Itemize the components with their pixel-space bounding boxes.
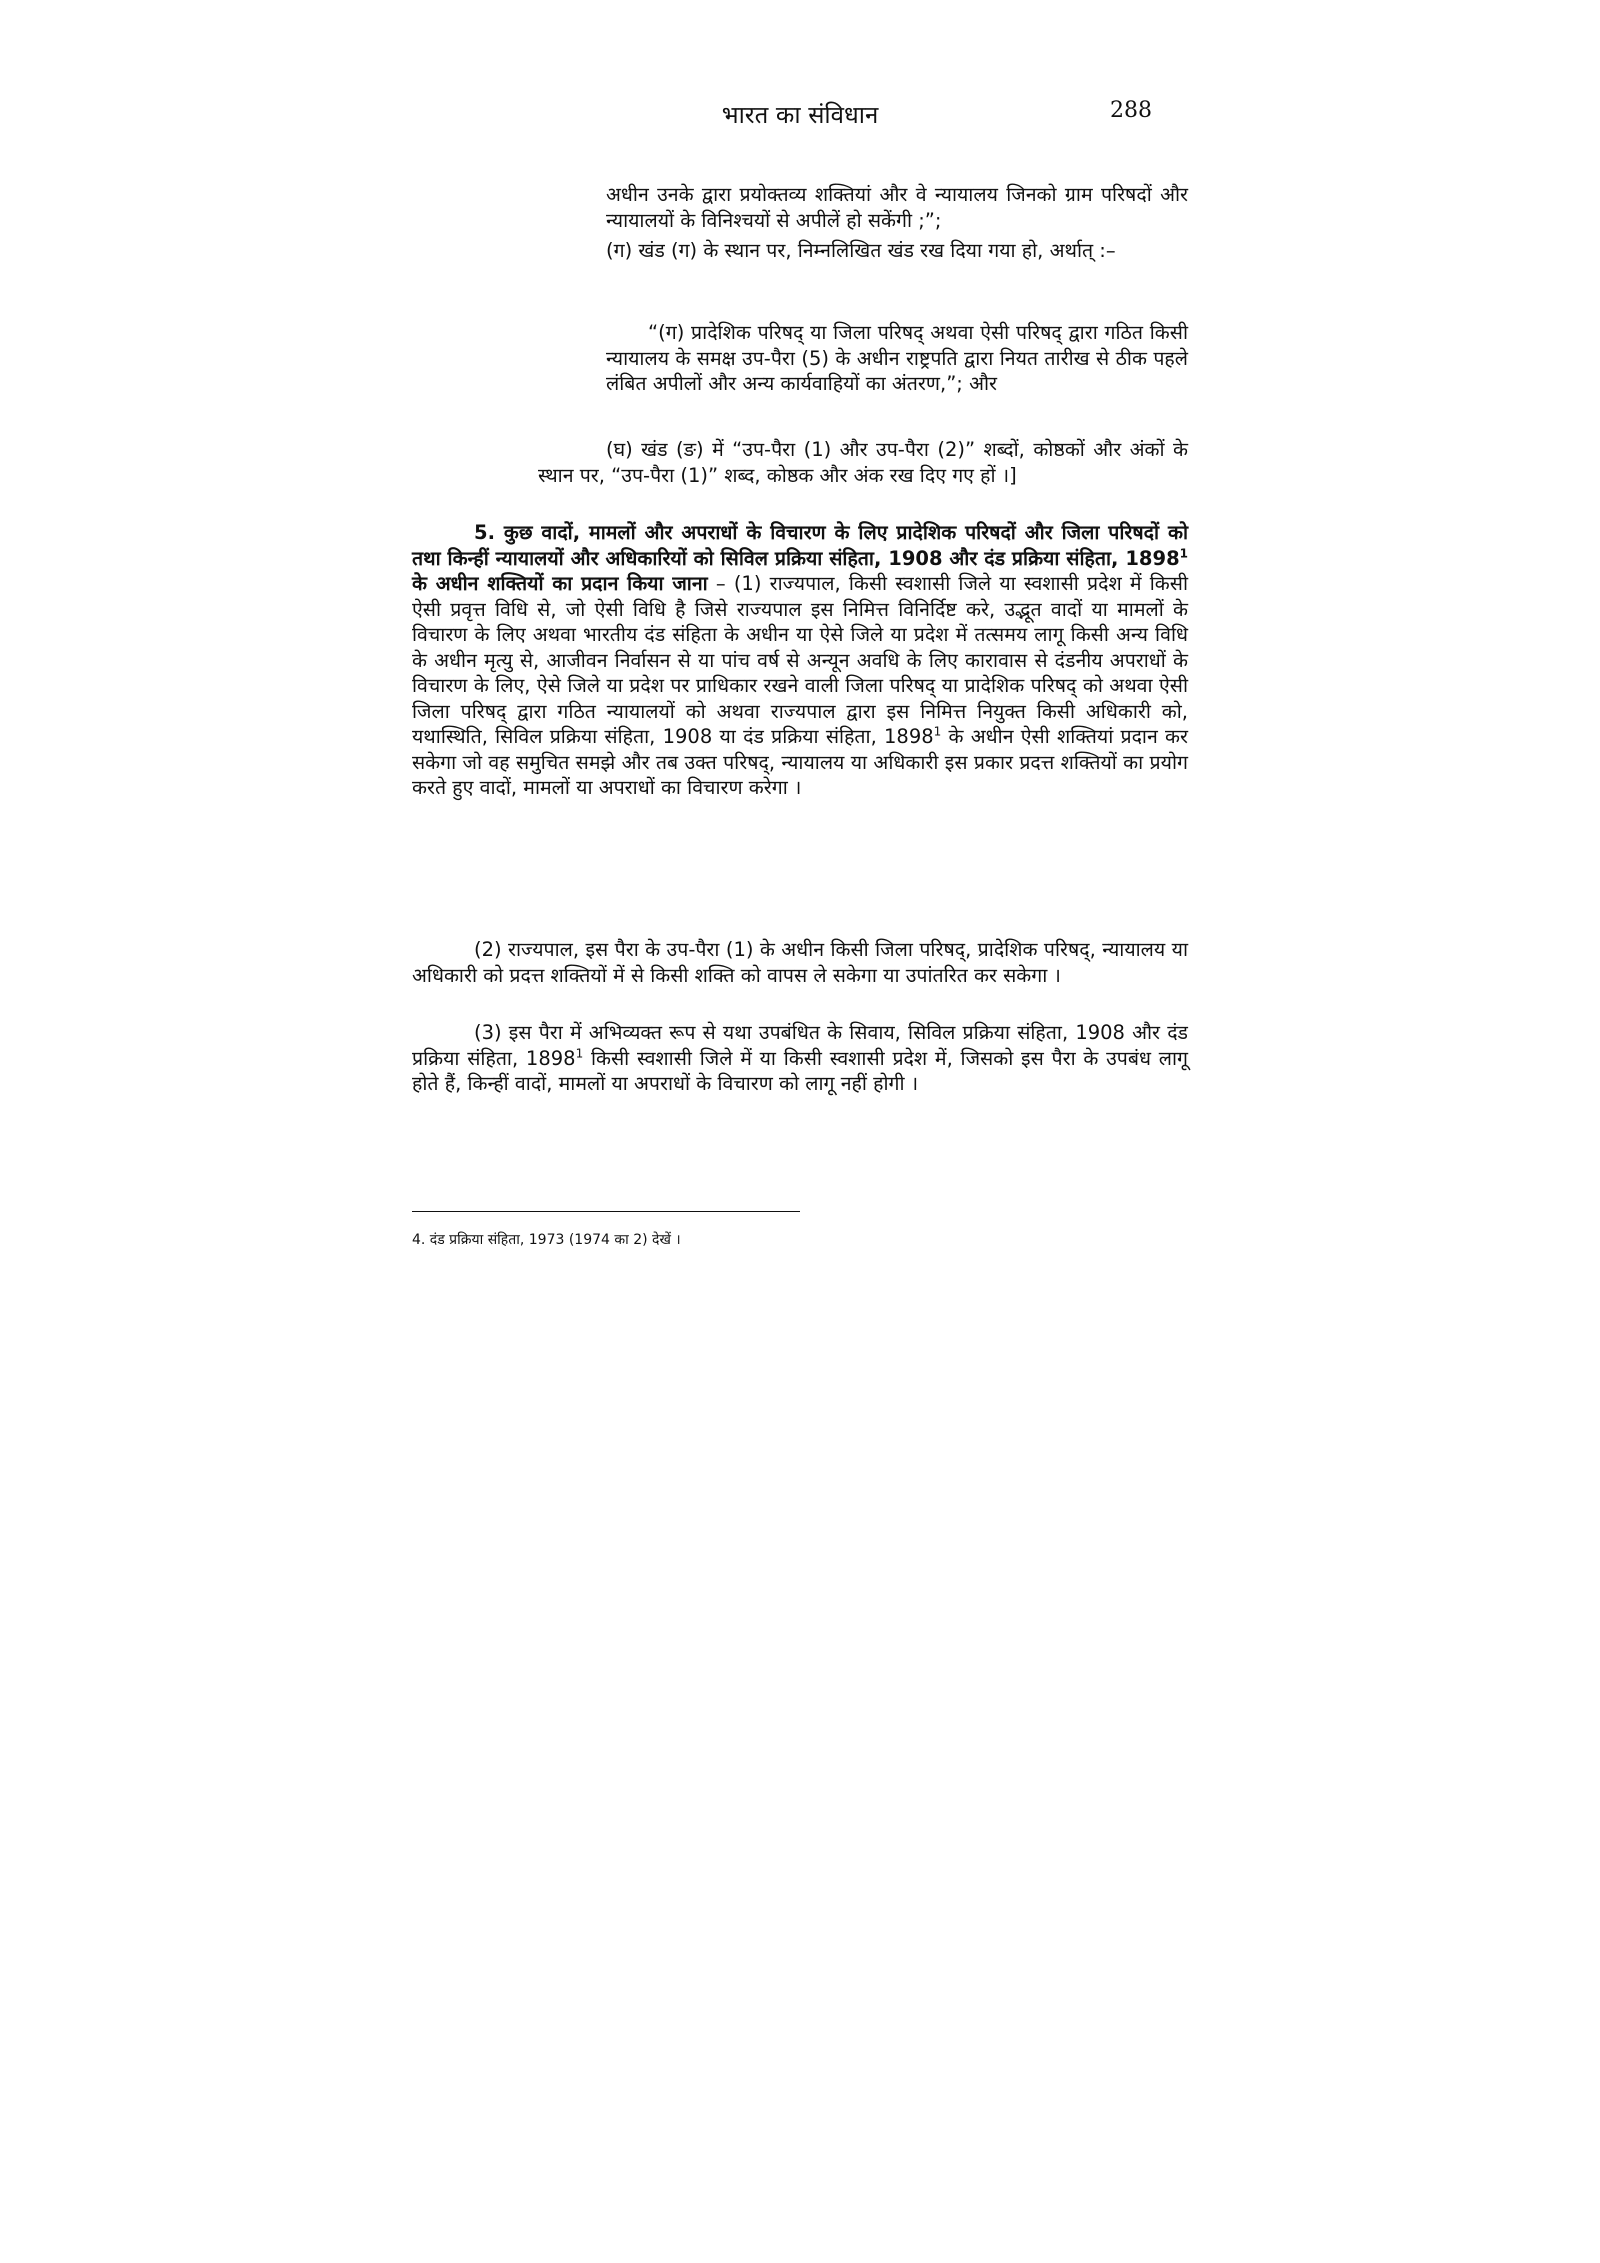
paragraph-quoted-clause	[606, 320, 1188, 397]
paragraph-text: (2) राज्यपाल, इस पैरा के उप-पैरा (1) के अधीन किसी जिला परिषद्, प्रादेशिक परिषद्, न्यायालय या अधिकारी को प्रदत्त शक्तियों में से किसी शक्ति को वापस ले सकेगा या उपांतरित कर सकेगा ।	[412, 938, 1188, 987]
footnote-divider	[412, 1211, 800, 1212]
paragraph-clause-ga	[538, 238, 1188, 264]
paragraph-text: “(ग) प्रादेशिक परिषद् या जिला परिषद् अथवा ऐसी परिषद् द्वारा गठित किसी न्यायालय के समक्ष उप-पैरा (5) के अधीन राष्ट्रपति द्वारा नियत तारीख से ठीक पहले लंबित अपीलों और अन्य कार्यवाहियों का अंतरण,”; और	[606, 321, 1188, 395]
footnote: 4. दंड प्रक्रिया संहिता, 1973 (1974 का 2) देखें ।	[412, 1232, 681, 1248]
paragraph-text-end: किसी स्वशासी जिले में या किसी स्वशासी प्रदेश में, जिसको इस पैरा के उपबंध लागू होते हैं, किन्हीं वादों, मामलों या अपराधों के विचारण को लागू नहीं होगी ।	[412, 1046, 1188, 1095]
paragraph-text: (ग) खंड (ग) के स्थान पर, निम्नलिखित खंड रख दिया गया हो, अर्थात् :–	[606, 239, 1116, 262]
paragraph-subsection-2	[412, 937, 1188, 988]
footnote-ref: 1	[933, 724, 942, 739]
footnote-ref: 1	[575, 1046, 584, 1060]
page-title: भारत का संविधान	[721, 101, 879, 129]
paragraph-continuation	[606, 182, 1188, 233]
paragraph-section-5	[412, 520, 1188, 801]
section-heading-text: 5. कुछ वादों, मामलों और अपराधों के विचारण के लिए प्रादेशिक परिषदों और जिला परिषदों को तथा किन्हीं न्यायालयों और अधिकारियों को सिविल प्रक्रिया संहिता, 1908 और दंड प्रक्रिया संहिता, 1898	[412, 521, 1188, 570]
paragraph-text: (घ) खंड (ङ) में “उप-पैरा (1) और उप-पैरा (2)” शब्दों, कोष्ठकों और अंकों के स्थान पर, “उप-पैरा (1)” शब्द, कोष्ठक और अंक रख दिए गए हों ।]	[538, 438, 1188, 487]
section-body-text-end: के अधीन ऐसी शक्तियां प्रदान कर सकेगा जो वह समुचित समझे और तब उक्त परिषद्, न्यायालय या अधिकारी इस प्रकार प्रदत्त शक्तियों का प्रयोग करते हुए वादों, मामलों या अपराधों का विचारण करेगा ।	[412, 725, 1188, 799]
paragraph-subsection-3	[412, 1020, 1188, 1097]
footnote-ref: 1	[1179, 546, 1188, 560]
paragraph-text: अधीन उनके द्वारा प्रयोक्तव्य शक्तियां और वे न्यायालय जिनको ग्राम परिषदों और न्यायालयों के विनिश्चयों से अपीलें हो सकेंगी ;”;	[606, 183, 1188, 232]
paragraph-text: (3) इस पैरा में अभिव्यक्त रूप से यथा उपबंधित के सिवाय, सिविल प्रक्रिया संहिता, 1908 और दंड प्रक्रिया संहिता, 1898	[412, 1021, 1188, 1070]
section-body-text: – (1) राज्यपाल, किसी स्वशासी जिले या स्वशासी प्रदेश में किसी ऐसी प्रवृत्त विधि से, जो ऐसी विधि है जिसे राज्यपाल इस निमित्त विनिर्दिष्ट करे, उद्भूत वादों या मामलों के विचारण के लिए अथवा भारतीय दंड संहिता के अधीन या ऐसे जिले या प्रदेश में तत्समय लागू किसी अन्य विधि के अधीन मृत्यु से, आजीवन निर्वासन से या पांच वर्ष से अन्यून अवधि के लिए कारावास से दंडनीय अपराधों के विचारण के लिए, ऐसे जिले या प्रदेश पर प्राधिकार रखने वाली जिला परिषद् या प्रादेशिक परिषद् को अथवा ऐसी जिला परिषद् द्वारा गठित न्यायालयों को अथवा राज्यपाल द्वारा इस निमित्त नियुक्त किसी अधिकारी को, यथास्थिति, सिविल प्रक्रिया संहिता, 1908 या दंड प्रक्रिया संहिता, 1898	[412, 572, 1188, 748]
section-heading-text-end: के अधीन शक्तियों का प्रदान किया जाना	[412, 572, 708, 595]
paragraph-clause-gha	[538, 437, 1188, 488]
page-number: 288	[1110, 98, 1152, 123]
